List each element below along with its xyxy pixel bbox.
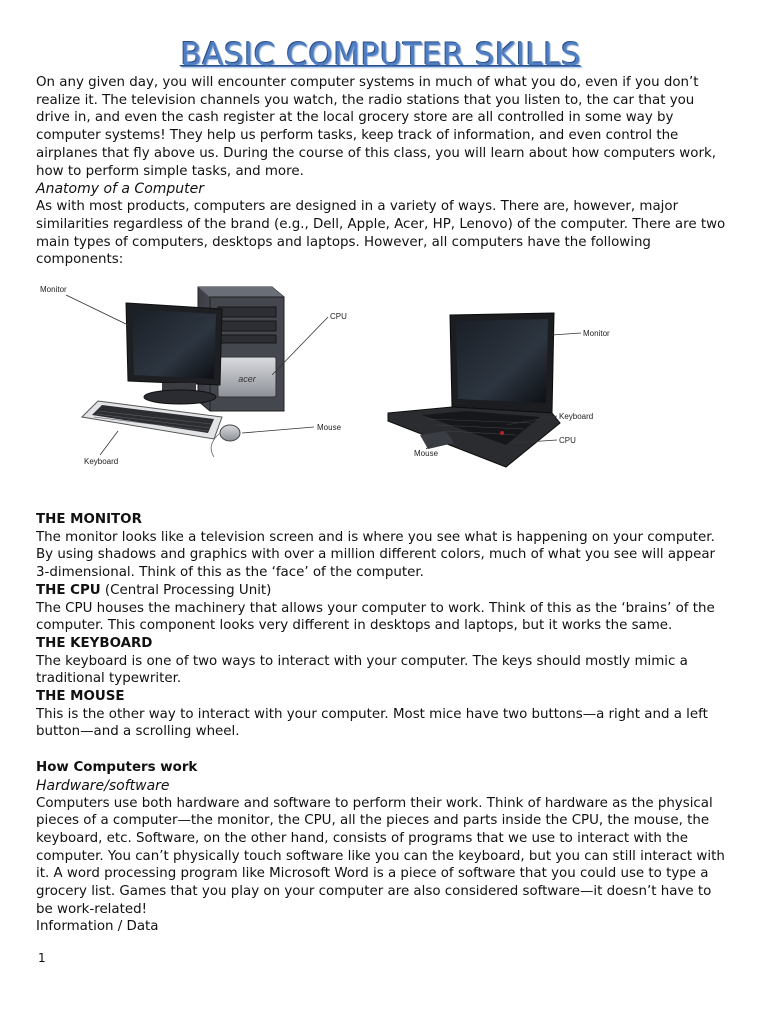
intro-paragraph: On any given day, you will encounter computer systems in much of what you do, even if you don’t realize it. The television channels you watch, the radio stations that you listen to, the car that you drive in, and even the cash register at the local grocery store are all controlled in some way by computer systems! They help us perform tasks, keep track of information, and even control the airplanes that fly above us. During the course of this class, you will learn about how computers work, how to perform simple tasks, and more. [36, 75, 716, 179]
page-title: BASIC COMPUTER SKILLS [180, 37, 582, 73]
hardware-software-paragraph: Computers use both hardware and software to perform their work. Think of hardware as the physical pieces of a computer—the monitor, the CPU, all the pieces and parts inside the CPU, the mouse, the keyboard, etc. Software, on the other hand, consists of programs that we use to interact with the computer. You can’t physically touch software like you can the keyboard, but you can still interact with it. A word processing program like Microsoft Word is a piece of software that you could use to type a grocery list. Games that you play on your computer are also considered software—it doesn’t have to be work-related! [36, 795, 725, 917]
anatomy-heading: Anatomy of a Computer [36, 181, 205, 198]
cpu-heading: THE CPU [36, 582, 101, 598]
label-desktop-cpu: CPU [330, 312, 347, 322]
information-data-heading: Information / Data [36, 919, 159, 935]
hardware-software-heading: Hardware/software [36, 777, 170, 794]
cpu-heading-line [36, 582, 726, 600]
desktop-mouse [220, 425, 240, 441]
laptop [388, 313, 560, 467]
label-laptop-keyboard: Keyboard [559, 412, 594, 422]
label-desktop-mouse: Mouse [317, 423, 342, 433]
section-spacer [36, 741, 726, 759]
case-logo: acer [238, 374, 256, 385]
monitor-paragraph: The monitor looks like a television screen and is where you see what is happening on your computer. By using shadows and graphics with over a million different colors, much of what you see will appear 3-dimensional. Think of this as the ‘face’ of the computer. [36, 529, 716, 581]
cpu-heading-note: (Central Processing Unit) [100, 582, 272, 598]
page-number: 1 [38, 951, 46, 965]
label-laptop-cpu: CPU [559, 436, 576, 446]
document-page [36, 36, 726, 936]
cpu-paragraph: The CPU houses the machinery that allows your computer to work. Think of this as the ‘brains’ of the computer. This component looks very different in desktops and laptops, but it works the same. [36, 600, 715, 634]
label-laptop-monitor: Monitor [583, 329, 610, 339]
mouse-heading: THE MOUSE [36, 689, 125, 705]
how-heading: How Computers work [36, 759, 198, 775]
computer-components-figure [36, 273, 726, 511]
label-laptop-mouse: Mouse [414, 449, 439, 459]
label-desktop-monitor: Monitor [40, 285, 67, 295]
keyboard-paragraph: The keyboard is one of two ways to interact with your computer. The keys should mostly mimic a traditional typewriter. [36, 653, 688, 687]
label-desktop-keyboard: Keyboard [84, 457, 119, 467]
anatomy-paragraph: As with most products, computers are designed in a variety of ways. There are, however, major similarities regardless of the brand (e.g., Dell, Apple, Acer, HP, Lenovo) of the computer. There are two main types of computers, desktops and laptops. However, all computers have the following components: [36, 199, 726, 268]
computer-illustration [36, 273, 726, 511]
monitor-heading: THE MONITOR [36, 512, 142, 528]
desktop-keyboard [82, 401, 222, 439]
mouse-paragraph: This is the other way to interact with your computer. Most mice have two buttons—a right and a left button—and a scrolling wheel. [36, 706, 708, 740]
keyboard-heading: THE KEYBOARD [36, 635, 153, 651]
